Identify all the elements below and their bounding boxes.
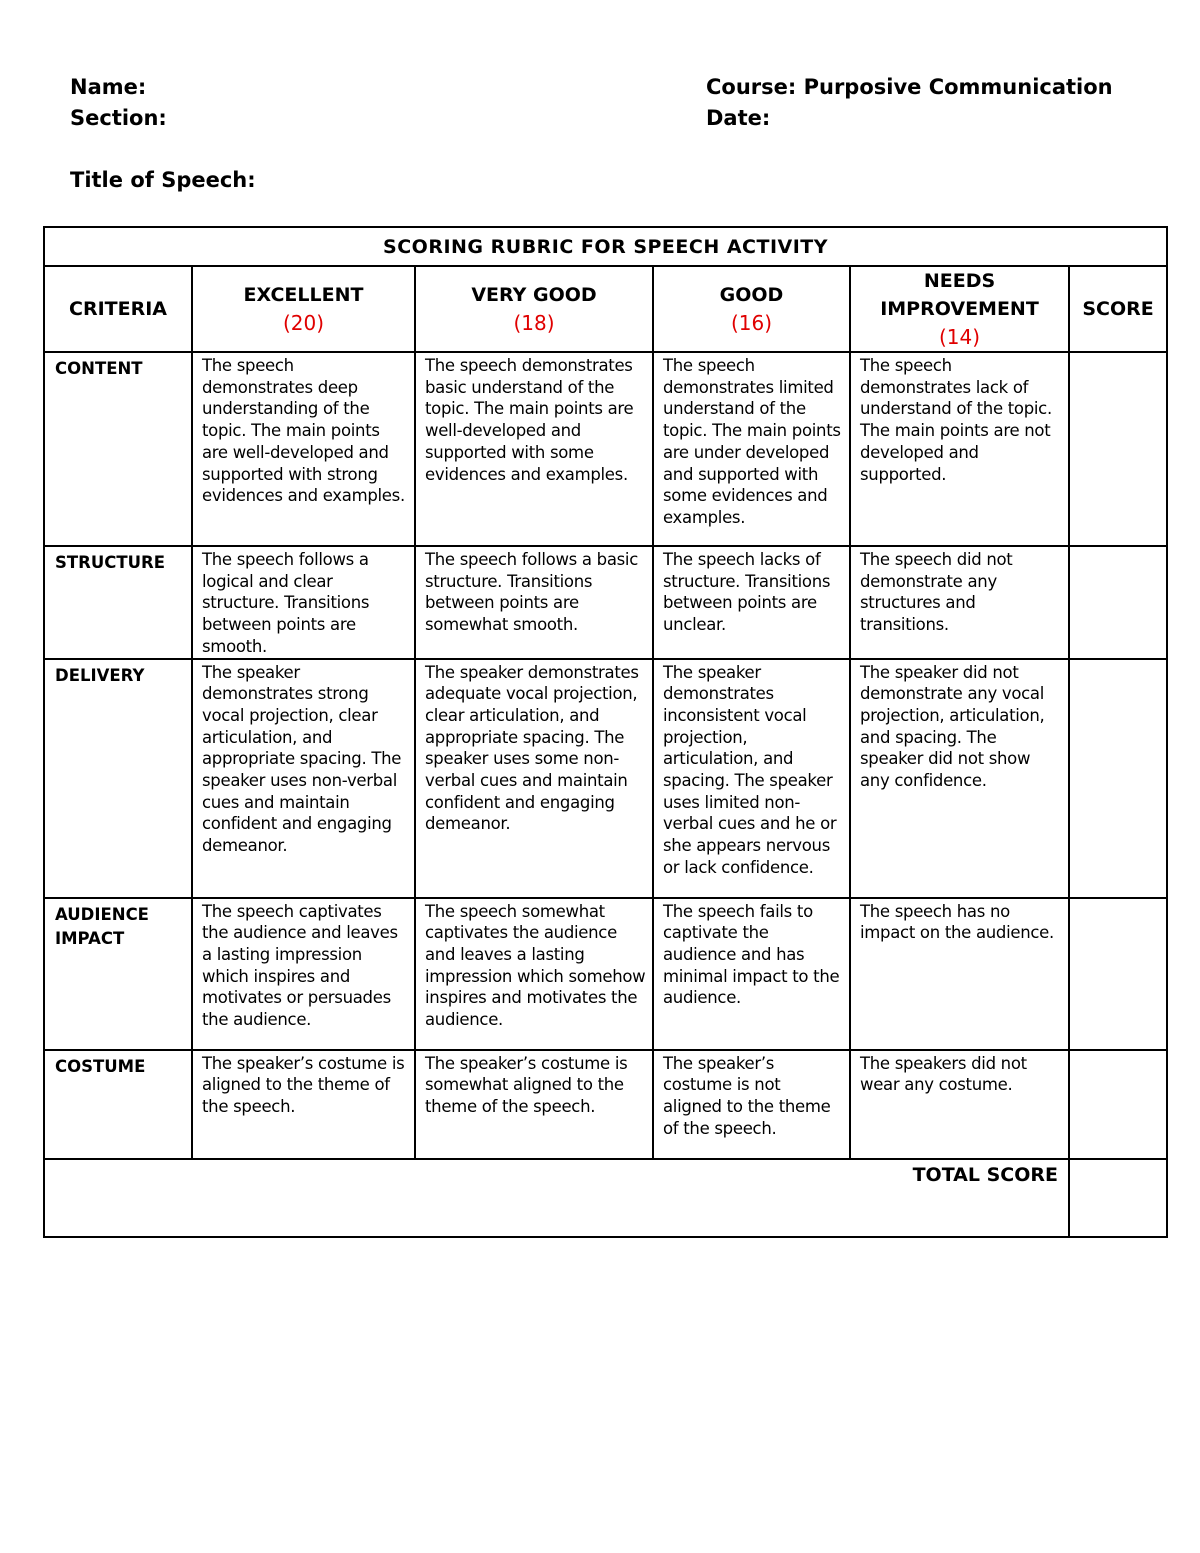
delivery-very-good-cell: The speaker demonstrates adequate vocal projection, clear articulation, and appropriate spacing. The speaker uses some non-verbal cues and maintain confident and engaging demeanor. xyxy=(415,659,653,898)
header-criteria: CRITERIA xyxy=(44,266,192,352)
table-row xyxy=(44,898,1167,1050)
structure-needs-improvement-cell: The speech did not demonstrate any structures and transitions. xyxy=(850,546,1069,659)
rubric-header-row xyxy=(44,266,1167,352)
header-excellent xyxy=(192,266,415,352)
criterion-costume: COSTUME xyxy=(44,1050,192,1159)
costume-good-cell: The speaker’s costume is not aligned to the theme of the speech. xyxy=(653,1050,850,1159)
criterion-delivery: DELIVERY xyxy=(44,659,192,898)
criterion-content: CONTENT xyxy=(44,352,192,546)
structure-good-cell: The speech lacks of structure. Transitions between points are unclear. xyxy=(653,546,850,659)
structure-score-cell[interactable] xyxy=(1069,546,1167,659)
name-label: Name: xyxy=(70,75,147,99)
header-very-good-label: VERY GOOD xyxy=(471,284,597,306)
header-good xyxy=(653,266,850,352)
rubric-title-row xyxy=(44,227,1167,266)
table-row xyxy=(44,1050,1167,1159)
delivery-good-cell: The speaker demonstrates inconsistent vocal projection, articulation, and spacing. The speaker uses limited non-verbal cues and he or she appears nervous or lack confidence. xyxy=(653,659,850,898)
header-needs-improvement xyxy=(850,266,1069,352)
rubric-title: SCORING RUBRIC FOR SPEECH ACTIVITY xyxy=(44,227,1167,266)
total-score-row xyxy=(44,1159,1167,1237)
scoring-rubric-table xyxy=(43,226,1168,1238)
audience-impact-excellent-cell: The speech captivates the audience and leaves a lasting impression which inspires and motivates or persuades the audience. xyxy=(192,898,415,1050)
content-excellent-cell: The speech demonstrates deep understanding of the topic. The main points are well-developed and supported with strong evidences and examples. xyxy=(192,352,415,546)
costume-very-good-cell: The speaker’s costume is somewhat aligned to the theme of the speech. xyxy=(415,1050,653,1159)
header-needs-improvement-points: (14) xyxy=(938,325,981,349)
delivery-excellent-cell: The speaker demonstrates strong vocal projection, clear articulation, and appropriate spacing. The speaker uses non-verbal cues and maintain confident and engaging demeanor. xyxy=(192,659,415,898)
criterion-audience-impact: AUDIENCE IMPACT xyxy=(44,898,192,1050)
structure-very-good-cell: The speech follows a basic structure. Transitions between points are somewhat smooth. xyxy=(415,546,653,659)
delivery-score-cell[interactable] xyxy=(1069,659,1167,898)
audience-impact-good-cell: The speech fails to captivate the audience and has minimal impact to the audience. xyxy=(653,898,850,1050)
section-label: Section: xyxy=(70,106,167,130)
table-row xyxy=(44,546,1167,659)
content-good-cell: The speech demonstrates limited understand of the topic. The main points are under developed and supported with some evidences and examples. xyxy=(653,352,850,546)
costume-excellent-cell: The speaker’s costume is aligned to the theme of the speech. xyxy=(192,1050,415,1159)
audience-impact-score-cell[interactable] xyxy=(1069,898,1167,1050)
header-score: SCORE xyxy=(1069,266,1167,352)
header-good-points: (16) xyxy=(730,311,773,335)
delivery-needs-improvement-cell: The speaker did not demonstrate any vocal projection, articulation, and spacing. The speaker did not show any confidence. xyxy=(850,659,1069,898)
costume-score-cell[interactable] xyxy=(1069,1050,1167,1159)
header-excellent-points: (20) xyxy=(282,311,325,335)
course-label: Course: Purposive Communication xyxy=(706,75,1113,99)
costume-needs-improvement-cell: The speakers did not wear any costume. xyxy=(850,1050,1069,1159)
date-label: Date: xyxy=(706,106,771,130)
total-score-label: TOTAL SCORE xyxy=(44,1159,1069,1237)
header-needs-improvement-label: NEEDS IMPROVEMENT xyxy=(880,270,1039,320)
content-very-good-cell: The speech demonstrates basic understand of the topic. The main points are well-developed and supported with some evidences and examples. xyxy=(415,352,653,546)
content-score-cell[interactable] xyxy=(1069,352,1167,546)
table-row xyxy=(44,659,1167,898)
header-excellent-label: EXCELLENT xyxy=(243,284,364,306)
audience-impact-needs-improvement-cell: The speech has no impact on the audience. xyxy=(850,898,1069,1050)
structure-excellent-cell: The speech follows a logical and clear structure. Transitions between points are smooth. xyxy=(192,546,415,659)
content-needs-improvement-cell: The speech demonstrates lack of understand of the topic. The main points are not developed and supported. xyxy=(850,352,1069,546)
header-very-good-points: (18) xyxy=(513,311,555,335)
header-good-label: GOOD xyxy=(719,284,784,306)
total-score-cell[interactable] xyxy=(1069,1159,1167,1237)
header-very-good xyxy=(415,266,653,352)
audience-impact-very-good-cell: The speech somewhat captivates the audience and leaves a lasting impression which somehow inspires and motivates the audience. xyxy=(415,898,653,1050)
title-of-speech-label: Title of Speech: xyxy=(70,168,256,192)
criterion-structure: STRUCTURE xyxy=(44,546,192,659)
table-row xyxy=(44,352,1167,546)
